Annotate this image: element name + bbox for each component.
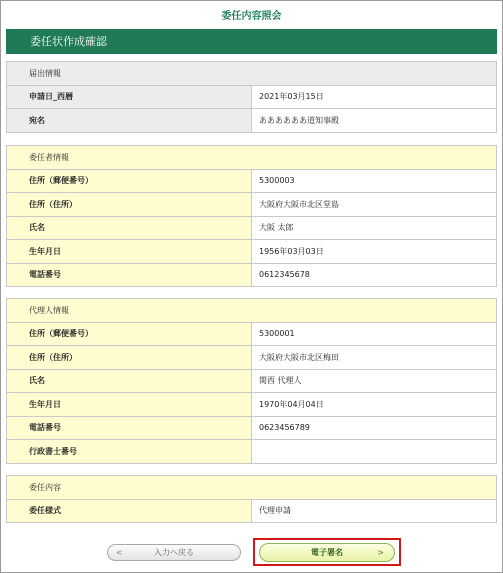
row-label: 電話番号: [7, 263, 252, 287]
row-label: 宛名: [7, 109, 252, 133]
row-label: 申請日_西暦: [7, 85, 252, 109]
row-label: 氏名: [7, 216, 252, 240]
row-value: 2021年03月15日: [252, 85, 497, 109]
row-value: 1970年04月04日: [252, 393, 497, 417]
row-label: 電話番号: [7, 416, 252, 440]
table-row: [7, 85, 497, 109]
agent-info-table: [6, 298, 497, 464]
row-value: 5300001: [252, 322, 497, 346]
section-header: 委任状作成確認: [6, 29, 497, 54]
table-row: [7, 193, 497, 217]
table-row: [7, 499, 497, 523]
row-value: 0623456789: [252, 416, 497, 440]
back-to-input-button[interactable]: [107, 544, 241, 561]
table-section-heading-row: [7, 476, 497, 500]
page-title: 委任内容照会: [221, 11, 282, 22]
delegation-content-heading: 委任内容: [7, 476, 497, 500]
table-row: [7, 322, 497, 346]
chevron-right-icon: >: [377, 548, 384, 557]
table-section-heading-row: [7, 299, 497, 323]
row-value: 大阪府大阪市北区梅田: [252, 346, 497, 370]
table-row: [7, 109, 497, 133]
row-label: 氏名: [7, 369, 252, 393]
agent-info-heading: 代理人情報: [7, 299, 497, 323]
digital-signature-button[interactable]: [259, 543, 395, 562]
delegator-info-table: [6, 145, 497, 287]
filing-info-table: [6, 61, 497, 133]
row-label: 生年月日: [7, 393, 252, 417]
table-row: [7, 263, 497, 287]
table-row: [7, 393, 497, 417]
row-value: 1956年03月03日: [252, 240, 497, 264]
table-row: [7, 416, 497, 440]
row-label: 行政書士番号: [7, 440, 252, 464]
row-value: 代理申請: [252, 499, 497, 523]
row-label: 住所（郵便番号）: [7, 322, 252, 346]
table-row: [7, 240, 497, 264]
delegation-content-table: [6, 475, 497, 523]
row-value: 大阪 太郎: [252, 216, 497, 240]
table-section-heading-row: [7, 146, 497, 170]
row-value: ああああああ道知事殿: [252, 109, 497, 133]
row-label: 住所（郵便番号）: [7, 169, 252, 193]
row-label: 住所（住所）: [7, 193, 252, 217]
delegator-info-heading: 委任者情報: [7, 146, 497, 170]
table-row: [7, 169, 497, 193]
table-row: [7, 346, 497, 370]
back-button-label: 入力へ戻る: [154, 548, 194, 557]
row-label: 生年月日: [7, 240, 252, 264]
row-value: 関西 代理人: [252, 369, 497, 393]
row-label: 住所（住所）: [7, 346, 252, 370]
row-value: 大阪府大阪市北区堂島: [252, 193, 497, 217]
table-section-heading-row: [7, 62, 497, 86]
table-row: [7, 369, 497, 393]
filing-info-heading: 届出情報: [7, 62, 497, 86]
row-value: 5300003: [252, 169, 497, 193]
table-row: [7, 216, 497, 240]
row-label: 委任様式: [7, 499, 252, 523]
sign-button-label: 電子署名: [311, 548, 343, 557]
row-value: [252, 440, 497, 464]
chevron-left-icon: <: [116, 548, 123, 557]
row-value: 0612345678: [252, 263, 497, 287]
table-row: [7, 440, 497, 464]
